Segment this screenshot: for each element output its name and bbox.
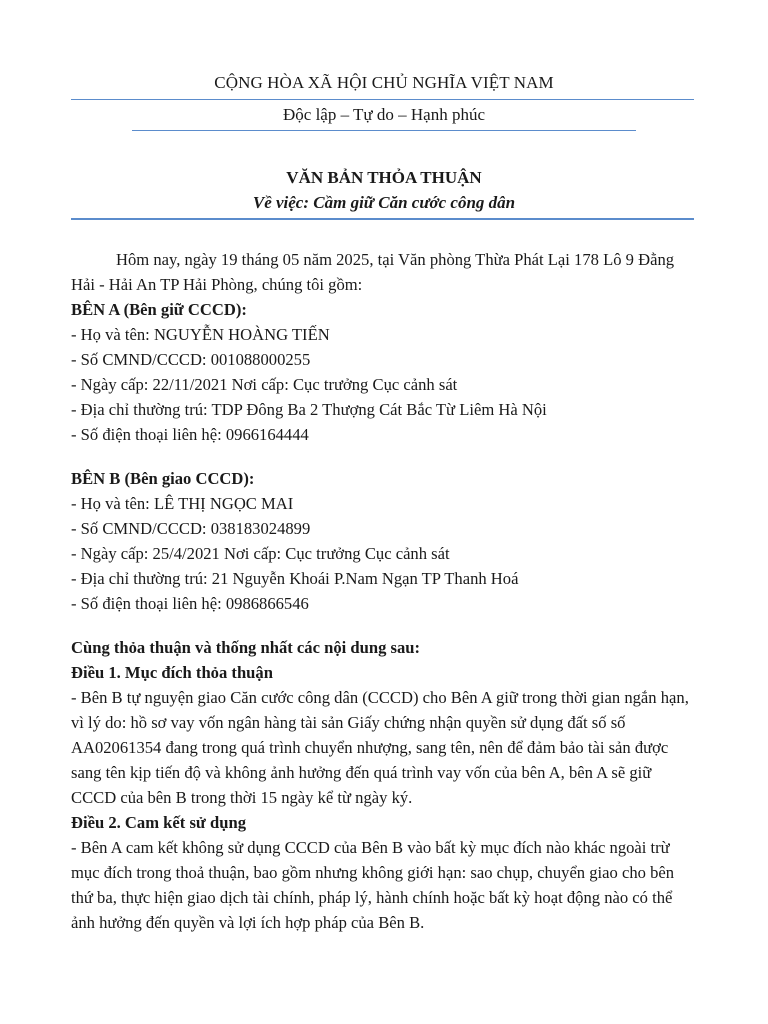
intro-paragraph: Hôm nay, ngày 19 tháng 05 năm 2025, tại Văn phòng Thừa Phát Lại 178 Lô 9 Đằng Hải - Hải An TP Hải Phòng, chúng tôi gồm: [71, 250, 675, 294]
article-1-text: - Bên B tự nguyện giao Căn cước công dân (CCCD) cho Bên A giữ trong thời gian ngắn hạn, vì lý do: hồ sơ vay vốn ngân hàng tài sản Giấy chứng nhận quyền sử dụng đất số số AA02061354 đang trong quá trình chuyển nhượng, sang tên, nên để đảm bảo tài sản được sang tên kịp tiến độ và không ảnh hưởng đến quá trình vay vốn của bên A, bên A sẽ giữ CCCD của bên B trong thời 15 ngày kể từ ngày ký. [71, 688, 689, 807]
party-a-name: - Họ và tên: NGUYỄN HOÀNG TIẾN [71, 325, 330, 344]
party-a-address: - Địa chỉ thường trú: TDP Đông Ba 2 Thượng Cát Bắc Từ Liêm Hà Nội [71, 400, 547, 419]
party-b-heading: BÊN B (Bên giao CCCD): [71, 469, 255, 488]
motto-divider [132, 130, 636, 131]
article-1-heading: Điều 1. Mục đích thỏa thuận [71, 663, 273, 682]
party-a-phone: - Số điện thoại liên hệ: 0966164444 [71, 425, 309, 444]
party-a-heading: BÊN A (Bên giữ CCCD): [71, 300, 247, 319]
article-2-text: - Bên A cam kết không sử dụng CCCD của Bên B vào bất kỳ mục đích nào khác ngoài trừ mục đích trong thoả thuận, bao gồm nhưng không giới hạn: sao chụp, chuyển giao cho bên thứ ba, thực hiện giao dịch tài chính, pháp lý, hành chính hoặc bất kỳ hoạt động nào có thể ảnh hưởng đến quyền và lợi ích hợp pháp của Bên B. [71, 838, 675, 932]
party-b-address: - Địa chỉ thường trú: 21 Nguyễn Khoái P.Nam Ngạn TP Thanh Hoá [71, 569, 519, 588]
document-body [71, 247, 697, 935]
title-divider [71, 218, 694, 220]
agreement-heading: Cùng thỏa thuận và thống nhất các nội dung sau: [71, 638, 421, 657]
party-b-issue: - Ngày cấp: 25/4/2021 Nơi cấp: Cục trưởng Cục cảnh sát [71, 544, 450, 563]
header-divider [71, 99, 694, 100]
national-title: CỘNG HÒA XÃ HỘI CHỦ NGHĨA VIỆT NAM [214, 73, 554, 92]
article-2-heading: Điều 2. Cam kết sử dụng [71, 813, 246, 832]
party-a-issue: - Ngày cấp: 22/11/2021 Nơi cấp: Cục trưởng Cục cảnh sát [71, 375, 458, 394]
document-subtitle: Về việc: Cầm giữ Căn cước công dân [252, 193, 516, 212]
party-a-id: - Số CMND/CCCD: 001088000255 [71, 350, 311, 369]
document-title: VĂN BẢN THỎA THUẬN [286, 168, 482, 187]
party-b-phone: - Số điện thoại liên hệ: 0986866546 [71, 594, 309, 613]
party-b-name: - Họ và tên: LÊ THỊ NGỌC MAI [71, 494, 294, 513]
national-motto: Độc lập – Tự do – Hạnh phúc [283, 105, 485, 124]
party-b-id: - Số CMND/CCCD: 038183024899 [71, 519, 311, 538]
